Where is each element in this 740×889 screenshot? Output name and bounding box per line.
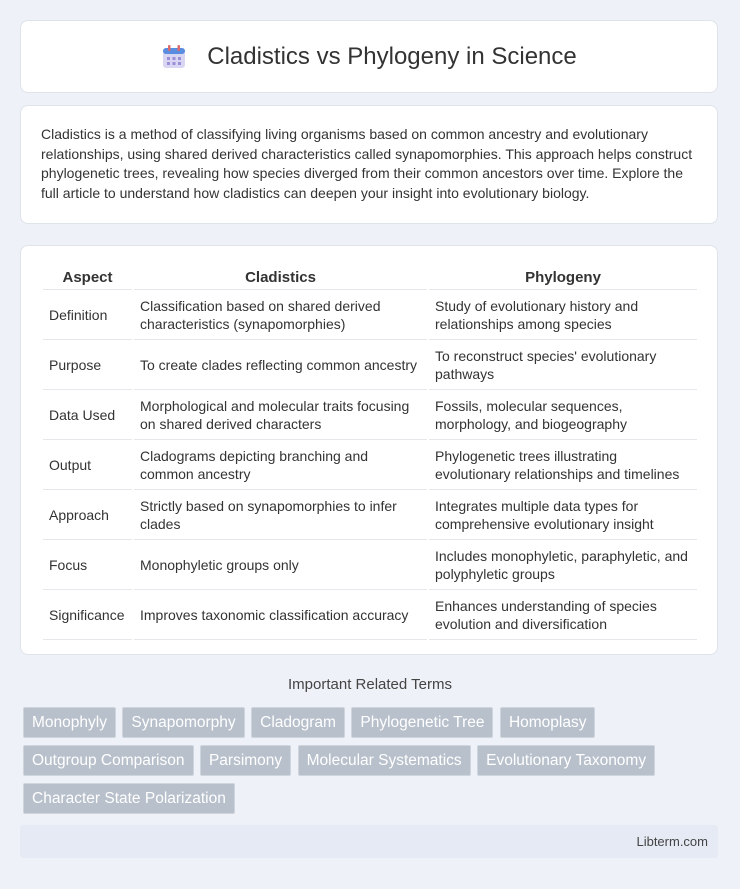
- aspect-cell: Purpose: [43, 342, 132, 390]
- aspect-cell: Focus: [43, 542, 132, 590]
- cladistics-cell: Monophyletic groups only: [134, 542, 427, 590]
- tag-outgroup-comparison[interactable]: Outgroup Comparison: [23, 745, 194, 776]
- phylogeny-cell: Phylogenetic trees illustrating evolutionary relationships and timelines: [429, 442, 697, 490]
- tag-parsimony[interactable]: Parsimony: [200, 745, 291, 776]
- cladistics-cell: Improves taxonomic classification accuracy: [134, 592, 427, 640]
- cladistics-cell: Cladograms depicting branching and common ancestry: [134, 442, 427, 490]
- tag-phylogenetic-tree[interactable]: Phylogenetic Tree: [351, 707, 493, 738]
- phylogeny-cell: Fossils, molecular sequences, morphology, and biogeography: [429, 392, 697, 440]
- comparison-card: [20, 245, 718, 655]
- intro-card: [20, 105, 718, 224]
- phylogeny-cell: Integrates multiple data types for comprehensive evolutionary insight: [429, 492, 697, 540]
- aspect-cell: Data Used: [43, 392, 132, 440]
- table-row: [43, 492, 697, 540]
- related-terms-title: Important Related Terms: [288, 676, 452, 693]
- aspect-cell: Definition: [43, 292, 132, 340]
- tag-monophyly[interactable]: Monophyly: [23, 707, 116, 738]
- tag-cladogram[interactable]: Cladogram: [251, 707, 345, 738]
- table-row: [43, 342, 697, 390]
- footer: [20, 825, 718, 858]
- aspect-cell: Significance: [43, 592, 132, 640]
- calendar-icon: [161, 44, 187, 70]
- phylogeny-cell: To reconstruct species' evolutionary pathways: [429, 342, 697, 390]
- header-cladistics: Cladistics: [134, 266, 427, 290]
- cladistics-cell: Morphological and molecular traits focusing on shared derived characters: [134, 392, 427, 440]
- cladistics-cell: Classification based on shared derived characteristics (synapomorphies): [134, 292, 427, 340]
- table-header-row: [43, 266, 697, 290]
- tag-molecular-systematics[interactable]: Molecular Systematics: [298, 745, 471, 776]
- tag-synapomorphy[interactable]: Synapomorphy: [122, 707, 244, 738]
- comparison-table: [41, 264, 699, 642]
- tag-character-state-polarization[interactable]: Character State Polarization: [23, 783, 235, 814]
- phylogeny-cell: Includes monophyletic, paraphyletic, and polyphyletic groups: [429, 542, 697, 590]
- aspect-cell: Approach: [43, 492, 132, 540]
- aspect-cell: Output: [43, 442, 132, 490]
- page-title: Cladistics vs Phylogeny in Science: [207, 42, 577, 70]
- cladistics-cell: Strictly based on synapomorphies to infer clades: [134, 492, 427, 540]
- header-phylogeny: Phylogeny: [429, 266, 697, 290]
- footer-site-link[interactable]: Libterm.com: [636, 834, 708, 849]
- table-row: [43, 542, 697, 590]
- phylogeny-cell: Enhances understanding of species evolution and diversification: [429, 592, 697, 640]
- tag-homoplasy[interactable]: Homoplasy: [500, 707, 596, 738]
- table-row: [43, 392, 697, 440]
- table-row: [43, 442, 697, 490]
- title-card: [20, 20, 718, 93]
- header-aspect: Aspect: [43, 266, 132, 290]
- cladistics-cell: To create clades reflecting common ancestry: [134, 342, 427, 390]
- table-row: [43, 592, 697, 640]
- phylogeny-cell: Study of evolutionary history and relationships among species: [429, 292, 697, 340]
- tag-evolutionary-taxonomy[interactable]: Evolutionary Taxonomy: [477, 745, 655, 776]
- intro-text: Cladistics is a method of classifying living organisms based on common ancestry and evolutionary relationships, using shared derived characteristics called synapomorphies. This approach helps construct phylogenetic trees, revealing how species diverged from their common ancestors over time. Explore the full article to understand how cladistics can deepen your insight into evolutionary biology.: [41, 126, 693, 201]
- related-terms-list: [23, 707, 723, 821]
- table-row: [43, 292, 697, 340]
